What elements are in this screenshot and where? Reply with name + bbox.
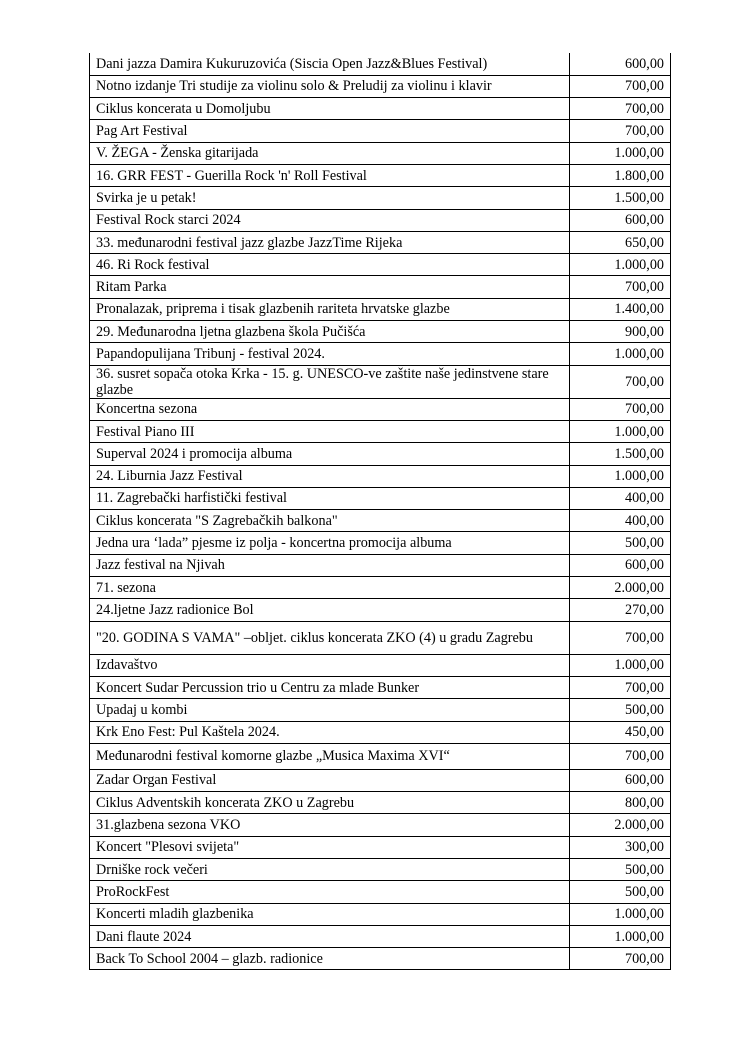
table-row — [90, 948, 671, 970]
project-name-cell: 31.glazbena sezona VKO — [90, 814, 570, 836]
project-name-cell: 24.ljetne Jazz radionice Bol — [90, 599, 570, 621]
amount-cell: 700,00 — [570, 398, 671, 420]
table-row — [90, 120, 671, 142]
project-name-cell: Ciklus koncerata u Domoljubu — [90, 98, 570, 120]
grants-table — [89, 53, 671, 970]
amount-cell: 1.500,00 — [570, 443, 671, 465]
project-name-cell: Krk Eno Fest: Pul Kaštela 2024. — [90, 721, 570, 743]
table-row — [90, 792, 671, 814]
project-name-cell: Festival Rock starci 2024 — [90, 209, 570, 231]
amount-cell: 600,00 — [570, 209, 671, 231]
amount-cell: 700,00 — [570, 75, 671, 97]
project-name-cell: Papandopulijana Tribunj - festival 2024. — [90, 343, 570, 365]
amount-cell: 450,00 — [570, 721, 671, 743]
project-name-cell: 46. Ri Rock festival — [90, 254, 570, 276]
table-row — [90, 554, 671, 576]
table-row — [90, 621, 671, 654]
project-name-cell: 36. susret sopača otoka Krka - 15. g. UNESCO-ve zaštite naše jedinstvene stare glazbe — [90, 365, 570, 398]
amount-cell: 700,00 — [570, 676, 671, 698]
project-name-cell: Ciklus koncerata "S Zagrebačkih balkona" — [90, 510, 570, 532]
table-row — [90, 743, 671, 769]
project-name-cell: Izdavaštvo — [90, 654, 570, 676]
table-row — [90, 699, 671, 721]
amount-cell: 600,00 — [570, 554, 671, 576]
amount-cell: 500,00 — [570, 859, 671, 881]
table-row — [90, 859, 671, 881]
table-row — [90, 298, 671, 320]
table-row — [90, 487, 671, 509]
project-name-cell: Festival Piano III — [90, 420, 570, 442]
project-name-cell: 16. GRR FEST - Guerilla Rock 'n' Roll Festival — [90, 164, 570, 186]
project-name-cell: Dani jazza Damira Kukuruzovića (Siscia Open Jazz&Blues Festival) — [90, 53, 570, 75]
project-name-cell: 29. Međunarodna ljetna glazbena škola Pučišća — [90, 321, 570, 343]
project-name-cell: Upadaj u kombi — [90, 699, 570, 721]
amount-cell: 1.000,00 — [570, 142, 671, 164]
project-name-cell: Jedna ura ‘lada” pjesme iz polja - koncertna promocija albuma — [90, 532, 570, 554]
amount-cell: 400,00 — [570, 487, 671, 509]
amount-cell: 1.500,00 — [570, 187, 671, 209]
project-name-cell: 11. Zagrebački harfistički festival — [90, 487, 570, 509]
project-name-cell: Jazz festival na Njivah — [90, 554, 570, 576]
project-name-cell: Koncert Sudar Percussion trio u Centru za mlade Bunker — [90, 676, 570, 698]
table-row — [90, 209, 671, 231]
table-row — [90, 443, 671, 465]
amount-cell: 400,00 — [570, 510, 671, 532]
table-row — [90, 187, 671, 209]
table-row — [90, 365, 671, 398]
project-name-cell: Pag Art Festival — [90, 120, 570, 142]
amount-cell: 700,00 — [570, 948, 671, 970]
project-name-cell: 33. međunarodni festival jazz glazbe JazzTime Rijeka — [90, 231, 570, 253]
table-row — [90, 231, 671, 253]
project-name-cell: Pronalazak, priprema i tisak glazbenih rariteta hrvatske glazbe — [90, 298, 570, 320]
project-name-cell: Notno izdanje Tri studije za violinu solo & Preludij za violinu i klavir — [90, 75, 570, 97]
amount-cell: 600,00 — [570, 769, 671, 791]
table-row — [90, 276, 671, 298]
amount-cell: 1.000,00 — [570, 343, 671, 365]
table-row — [90, 532, 671, 554]
project-name-cell: ProRockFest — [90, 881, 570, 903]
amount-cell: 2.000,00 — [570, 577, 671, 599]
amount-cell: 650,00 — [570, 231, 671, 253]
table-row — [90, 254, 671, 276]
amount-cell: 2.000,00 — [570, 814, 671, 836]
amount-cell: 1.000,00 — [570, 420, 671, 442]
table-row — [90, 465, 671, 487]
project-name-cell: Drniške rock večeri — [90, 859, 570, 881]
amount-cell: 600,00 — [570, 53, 671, 75]
table-row — [90, 142, 671, 164]
project-name-cell: Superval 2024 i promocija albuma — [90, 443, 570, 465]
project-name-cell: Ciklus Adventskih koncerata ZKO u Zagrebu — [90, 792, 570, 814]
table-row — [90, 836, 671, 858]
table-row — [90, 98, 671, 120]
project-name-cell: Zadar Organ Festival — [90, 769, 570, 791]
amount-cell: 700,00 — [570, 276, 671, 298]
table-row — [90, 903, 671, 925]
amount-cell: 1.000,00 — [570, 254, 671, 276]
table-row — [90, 398, 671, 420]
table-row — [90, 321, 671, 343]
table-row — [90, 53, 671, 75]
amount-cell: 700,00 — [570, 743, 671, 769]
amount-cell: 700,00 — [570, 365, 671, 398]
table-row — [90, 510, 671, 532]
amount-cell: 500,00 — [570, 881, 671, 903]
table-row — [90, 881, 671, 903]
project-name-cell: Dani flaute 2024 — [90, 925, 570, 947]
project-name-cell: Koncert "Plesovi svijeta" — [90, 836, 570, 858]
amount-cell: 300,00 — [570, 836, 671, 858]
table-row — [90, 814, 671, 836]
amount-cell: 270,00 — [570, 599, 671, 621]
project-name-cell: Svirka je u petak! — [90, 187, 570, 209]
table-row — [90, 721, 671, 743]
table-row — [90, 577, 671, 599]
project-name-cell: "20. GODINA S VAMA" –obljet. ciklus koncerata ZKO (4) u gradu Zagrebu — [90, 621, 570, 654]
amount-cell: 500,00 — [570, 699, 671, 721]
amount-cell: 800,00 — [570, 792, 671, 814]
table-row — [90, 676, 671, 698]
table-row — [90, 654, 671, 676]
project-name-cell: Koncertna sezona — [90, 398, 570, 420]
table-row — [90, 599, 671, 621]
table-row — [90, 343, 671, 365]
table-row — [90, 75, 671, 97]
amount-cell: 900,00 — [570, 321, 671, 343]
amount-cell: 700,00 — [570, 98, 671, 120]
amount-cell: 500,00 — [570, 532, 671, 554]
project-name-cell: V. ŽEGA - Ženska gitarijada — [90, 142, 570, 164]
table-row — [90, 769, 671, 791]
amount-cell: 1.000,00 — [570, 903, 671, 925]
amount-cell: 1.800,00 — [570, 164, 671, 186]
project-name-cell: 71. sezona — [90, 577, 570, 599]
amount-cell: 700,00 — [570, 621, 671, 654]
project-name-cell: Koncerti mladih glazbenika — [90, 903, 570, 925]
project-name-cell: Međunarodni festival komorne glazbe „Musica Maxima XVI“ — [90, 743, 570, 769]
amount-cell: 1.000,00 — [570, 465, 671, 487]
project-name-cell: Back To School 2004 – glazb. radionice — [90, 948, 570, 970]
amount-cell: 1.400,00 — [570, 298, 671, 320]
grants-table-body — [90, 53, 671, 970]
amount-cell: 700,00 — [570, 120, 671, 142]
table-row — [90, 420, 671, 442]
project-name-cell: 24. Liburnia Jazz Festival — [90, 465, 570, 487]
project-name-cell: Ritam Parka — [90, 276, 570, 298]
table-row — [90, 164, 671, 186]
amount-cell: 1.000,00 — [570, 925, 671, 947]
amount-cell: 1.000,00 — [570, 654, 671, 676]
table-row — [90, 925, 671, 947]
